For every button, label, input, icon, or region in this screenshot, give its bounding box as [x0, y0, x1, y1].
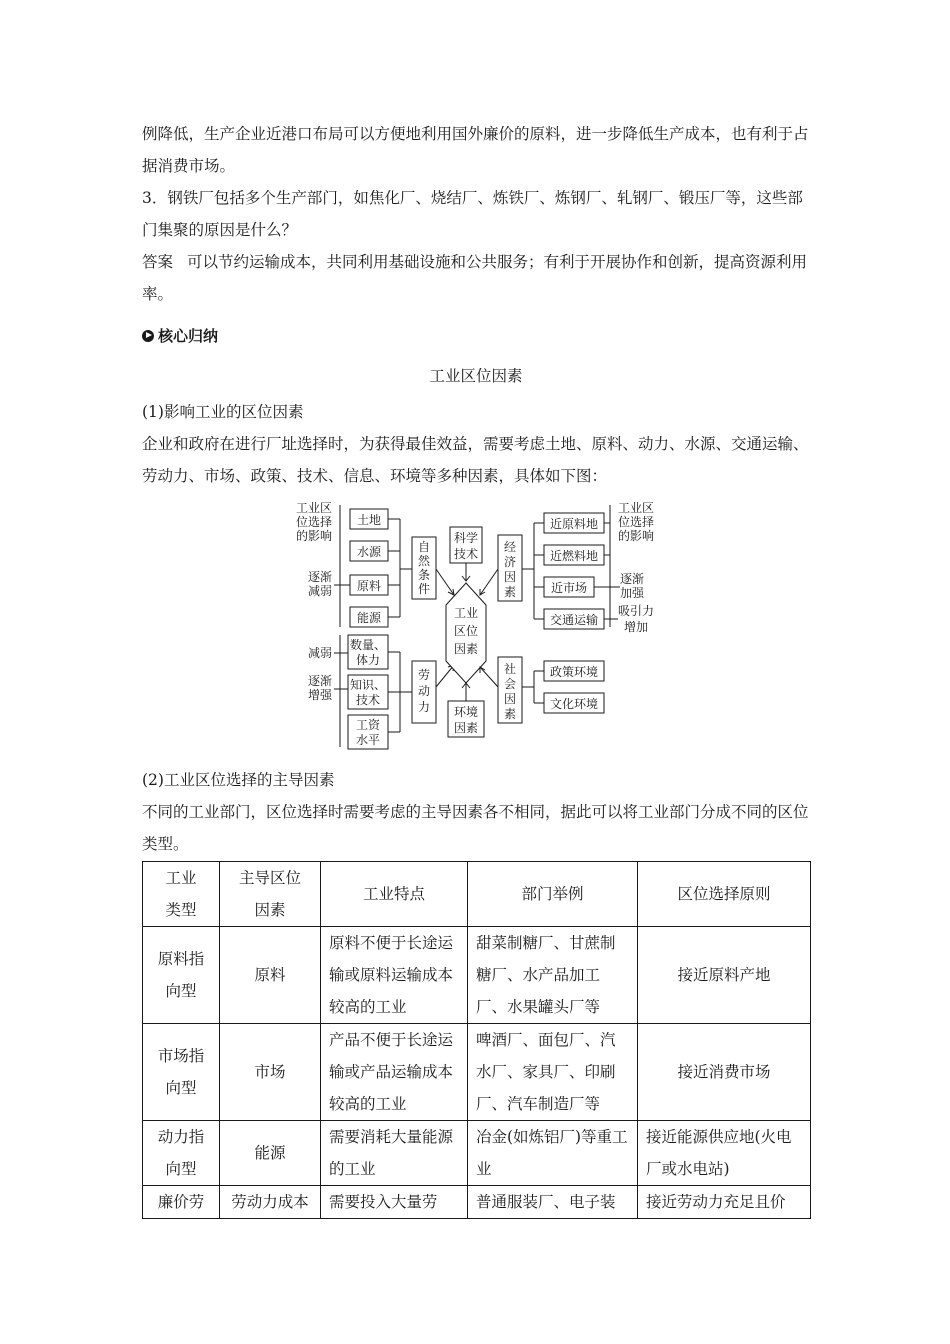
center-label-1: 工业: [453, 606, 479, 620]
natural-char-4: 件: [417, 582, 431, 596]
table-row: [143, 927, 811, 1024]
question-3: 3．钢铁厂包括多个生产部门，如焦化厂、烧结厂、炼铁厂、炼钢厂、轧钢厂、锻压厂等，这些部门集聚的原因是什么？: [142, 189, 803, 239]
row-characteristics: 产品不便于长途运输或产品运输成本较高的工业: [321, 1024, 468, 1121]
item-quantity-label-1: 数量、: [349, 638, 387, 652]
left-strengthen-1: 逐渐: [307, 674, 333, 688]
left-weaken-2: 减弱: [307, 584, 333, 598]
near-market-label: 近市场: [550, 581, 588, 595]
section-title: 核心归纳: [158, 327, 219, 345]
left-weaken-1: 逐渐: [307, 570, 333, 584]
row-factor: 原料: [220, 927, 321, 1024]
row-factor: 劳动力成本: [220, 1186, 321, 1219]
item-wage-label-2: 水平: [355, 733, 381, 747]
main-title: 工业区位因素: [429, 367, 523, 385]
right-attract-2: 增加: [623, 620, 649, 634]
economic-char-1: 经: [503, 540, 517, 554]
header-examples: 部门举例: [468, 862, 638, 927]
item-raw-material-label: 原料: [356, 579, 382, 593]
row-examples: 冶金(如炼铝厂)等重工业: [468, 1121, 638, 1186]
table-header-row: [143, 862, 811, 927]
left-reduce: 减弱: [307, 646, 333, 660]
part2-text: 不同的工业部门，区位选择时需要考虑的主导因素各不相同，据此可以将工业部门分成不同的区位类型。: [142, 803, 809, 853]
section-heading: [142, 325, 218, 346]
social-char-1: 社: [503, 662, 517, 676]
social-char-2: 会: [503, 677, 517, 691]
right-caption-3: 的影响: [617, 529, 655, 543]
environment-label-1: 环境: [453, 705, 479, 719]
part2-heading: (2)工业区位选择的主导因素: [142, 771, 335, 789]
item-land-label: 土地: [356, 513, 382, 527]
row-principle: 接近能源供应地(火电厂或水电站): [638, 1121, 811, 1186]
left-caption-2: 位选择: [295, 515, 333, 529]
table-row: [143, 1186, 811, 1219]
left-caption-3: 的影响: [295, 529, 333, 543]
header-industry-type: [143, 862, 220, 927]
right-caption-2: 位选择: [617, 515, 655, 529]
location-factors-diagram: [290, 497, 670, 755]
labor-char-1: 劳: [417, 668, 431, 682]
labor-char-3: 力: [417, 700, 431, 714]
right-caption-1: 工业区: [617, 501, 655, 515]
item-knowledge-label-2: 技术: [355, 693, 381, 707]
item-quantity-label-2: 体力: [355, 653, 381, 667]
left-caption-1: 工业区: [295, 501, 333, 515]
row-type: 原料指 向型: [143, 927, 220, 1024]
row-principle: 接近原料产地: [638, 927, 811, 1024]
play-circle-icon: [142, 330, 154, 342]
paragraph-continuation: 例降低，生产企业近港口布局可以方便地利用国外廉价的原料，进一步降低生产成本，也有利于占据消费市场。: [142, 125, 809, 175]
table-row: [143, 1121, 811, 1186]
policy-environment-label: 政策环境: [549, 665, 599, 679]
row-principle: 接近劳动力充足且价: [638, 1186, 811, 1219]
labor-char-2: 动: [417, 684, 431, 698]
center-label-3: 因素: [453, 642, 479, 656]
near-fuel-label: 近燃料地: [549, 549, 599, 563]
header-principle: 区位选择原则: [638, 862, 811, 927]
science-label-1: 科学: [453, 531, 479, 545]
table-row: [143, 1024, 811, 1121]
left-strengthen-2: 增强: [307, 688, 333, 702]
right-attract-1: 吸引力: [617, 604, 655, 618]
natural-char-2: 然: [417, 554, 431, 568]
industry-location-table: [142, 861, 811, 1219]
row-examples: 啤酒厂、面包厂、汽水厂、家具厂、印刷厂、汽车制造厂等: [468, 1024, 638, 1121]
header-industry-type-1: 工业 类型: [165, 869, 197, 919]
row-characteristics: 需要投入大量劳: [321, 1186, 468, 1219]
cultural-environment-label: 文化环境: [549, 697, 599, 711]
answer-paragraph: [142, 246, 810, 310]
row-examples: 甜菜制糖厂、甘蔗制糖厂、水产品加工厂、水果罐头厂等: [468, 927, 638, 1024]
economic-char-2: 济: [503, 555, 517, 569]
item-wage-label-1: 工资: [355, 718, 381, 732]
economic-char-3: 因: [503, 570, 517, 584]
row-examples: 普通服装厂、电子装: [468, 1186, 638, 1219]
header-characteristics: 工业特点: [321, 862, 468, 927]
row-factor: 能源: [220, 1121, 321, 1186]
item-knowledge-label-1: 知识、: [349, 678, 387, 692]
item-energy-label: 能源: [356, 611, 382, 625]
row-type: 市场指 向型: [143, 1024, 220, 1121]
economic-char-4: 素: [503, 585, 517, 599]
answer-label: 答案: [142, 253, 174, 271]
row-type: 廉价劳: [143, 1186, 220, 1219]
social-char-3: 因: [503, 692, 517, 706]
row-characteristics: 需要消耗大量能源的工业: [321, 1121, 468, 1186]
row-type: 动力指 向型: [143, 1121, 220, 1186]
center-label-2: 区位: [453, 624, 479, 638]
science-label-2: 技术: [453, 547, 479, 561]
natural-char-3: 条: [417, 568, 431, 582]
environment-label-2: 因素: [453, 721, 479, 735]
right-strengthen-1: 逐渐: [619, 572, 645, 586]
social-char-4: 素: [503, 707, 517, 721]
transportation-label: 交通运输: [549, 613, 599, 627]
part1-heading: (1)影响工业的区位因素: [142, 403, 304, 421]
near-raw-material-label: 近原料地: [549, 517, 599, 531]
natural-char-1: 自: [417, 540, 431, 554]
row-characteristics: 原料不便于长途运输或原料运输成本较高的工业: [321, 927, 468, 1024]
item-water-label: 水源: [356, 545, 382, 559]
header-dominant-factor-label: 主导区位 因素: [238, 869, 301, 919]
header-dominant-factor: [220, 862, 321, 927]
right-strengthen-2: 加强: [619, 586, 645, 600]
answer-text: 可以节约运输成本，共同利用基础设施和公共服务；有利于开展协作和创新，提高资源利用率。: [142, 253, 808, 303]
row-factor: 市场: [220, 1024, 321, 1121]
row-principle: 接近消费市场: [638, 1024, 811, 1121]
part1-text: 企业和政府在进行厂址选择时，为获得最佳效益，需要考虑土地、原料、动力、水源、交通运输、劳动力、市场、政策、技术、信息、环境等多种因素，具体如下图：: [142, 435, 809, 485]
